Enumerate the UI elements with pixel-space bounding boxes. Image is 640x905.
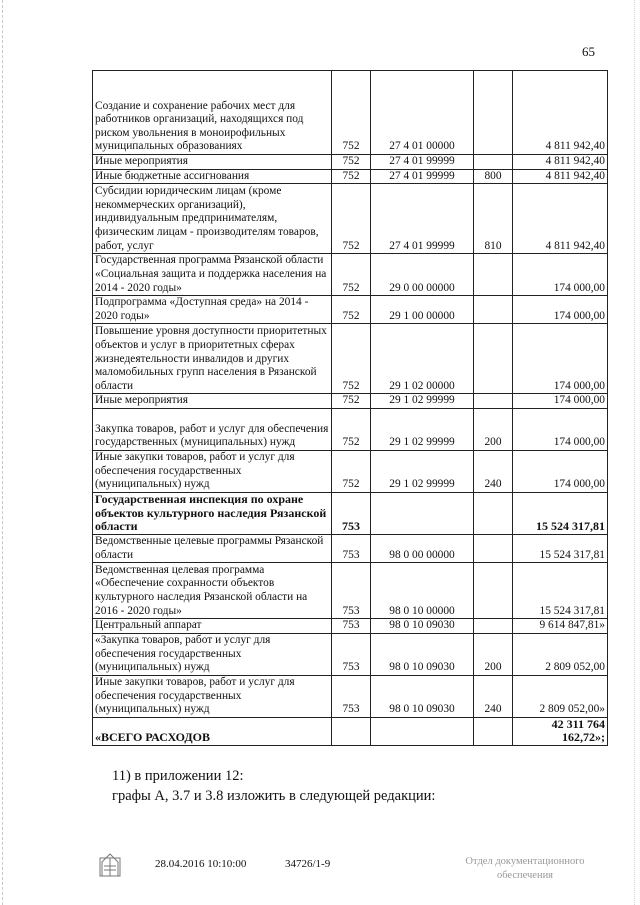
row-sum: 2 809 052,00» — [513, 675, 608, 717]
row-name: Центральный аппарат — [93, 619, 332, 634]
row-vr: 240 — [474, 675, 513, 717]
table-row — [93, 450, 608, 492]
budget-table-body — [93, 71, 608, 746]
row-vedom: 752 — [332, 71, 371, 155]
row-vedom: 752 — [332, 324, 371, 394]
row-csr: 98 0 10 09030 — [371, 675, 474, 717]
row-csr: 29 1 02 99999 — [371, 394, 474, 409]
row-sum: 174 000,00 — [513, 408, 608, 450]
amendment-line-1: 11) в приложении 12: — [112, 768, 244, 784]
row-name: Подпрограмма «Доступная среда» на 2014 - 2020 годы» — [93, 296, 332, 324]
row-name: Ведомственные целевые программы Рязанской области — [93, 534, 332, 562]
row-vedom: 753 — [332, 563, 371, 619]
table-row — [93, 394, 608, 409]
row-vr: 200 — [474, 408, 513, 450]
row-csr: 29 1 02 99999 — [371, 450, 474, 492]
row-vedom: 752 — [332, 155, 371, 170]
row-vedom: 753 — [332, 534, 371, 562]
row-name: Иные мероприятия — [93, 155, 332, 170]
row-vr — [474, 619, 513, 634]
row-vr — [474, 324, 513, 394]
row-sum: 174 000,00 — [513, 296, 608, 324]
table-row-total — [93, 717, 608, 745]
total-label: «ВСЕГО РАСХОДОВ — [93, 717, 332, 745]
row-sum: 4 811 942,40 — [513, 155, 608, 170]
row-vedom: 753 — [332, 675, 371, 717]
row-sum: 4 811 942,40 — [513, 169, 608, 184]
row-sum: 174 000,00 — [513, 394, 608, 409]
row-vr — [474, 155, 513, 170]
scan-edge-right — [634, 0, 636, 905]
row-csr: 29 1 02 99999 — [371, 408, 474, 450]
row-sum: 174 000,00 — [513, 254, 608, 296]
row-csr: 29 1 02 00000 — [371, 324, 474, 394]
row-vr — [474, 563, 513, 619]
table-row — [93, 71, 608, 155]
row-csr: 27 4 01 99999 — [371, 169, 474, 184]
row-name: Субсидии юридическим лицам (кроме некоммерческих организаций), индивидуальным предпринимателям, физическим лицам - производителям товаров, работ, услуг — [93, 184, 332, 254]
table-row-bold — [93, 492, 608, 534]
scan-edge-left — [2, 0, 4, 905]
row-sum: 2 809 052,00 — [513, 633, 608, 675]
table-row — [93, 619, 608, 634]
row-vedom: 753 — [332, 619, 371, 634]
coat-of-arms-icon — [96, 850, 124, 880]
row-vedom: 752 — [332, 296, 371, 324]
row-csr — [371, 492, 474, 534]
row-vedom: 752 — [332, 394, 371, 409]
row-vedom: 752 — [332, 408, 371, 450]
row-name: Создание и сохранение рабочих мест для работников организаций, находящихся под риском увольнения в моноирофильных муниципальных образованиях — [93, 71, 332, 155]
footer-dept-line-2: обеспечения — [496, 870, 554, 881]
row-csr: 98 0 10 09030 — [371, 619, 474, 634]
row-vedom: 752 — [332, 169, 371, 184]
footer-dept-line-1: Отдел документационного — [465, 856, 585, 867]
amendment-line-2: графы А, 3.7 и 3.8 изложить в следующей редакции: — [112, 788, 436, 804]
total-sum: 42 311 764 162,72»; — [513, 717, 608, 745]
row-name: Ведомственная целевая программа «Обеспечение сохранности объектов культурного наследия Рязанской области на 2016 - 2020 годы» — [93, 563, 332, 619]
row-vr: 240 — [474, 450, 513, 492]
row-csr: 29 0 00 00000 — [371, 254, 474, 296]
row-vr — [474, 534, 513, 562]
table-row — [93, 296, 608, 324]
row-name: Иные мероприятия — [93, 394, 332, 409]
row-vr — [474, 71, 513, 155]
footer-department — [450, 855, 600, 883]
row-name: «Закупка товаров, работ и услуг для обеспечения государственных (муниципальных) нужд — [93, 633, 332, 675]
row-vr: 800 — [474, 169, 513, 184]
total-csr — [371, 717, 474, 745]
row-vr — [474, 492, 513, 534]
row-vedom: 752 — [332, 254, 371, 296]
total-vr — [474, 717, 513, 745]
row-csr: 98 0 00 00000 — [371, 534, 474, 562]
table-row — [93, 169, 608, 184]
row-vedom: 753 — [332, 492, 371, 534]
row-sum: 174 000,00 — [513, 324, 608, 394]
row-csr: 98 0 10 00000 — [371, 563, 474, 619]
row-csr: 27 4 01 00000 — [371, 71, 474, 155]
row-vedom: 752 — [332, 184, 371, 254]
table-row — [93, 254, 608, 296]
row-vr: 810 — [474, 184, 513, 254]
row-name: Повышение уровня доступности приоритетных объектов и услуг в приоритетных сферах жизнедеятельности инвалидов и других маломобильных групп населения в Рязанской области — [93, 324, 332, 394]
row-sum: 9 614 847,81» — [513, 619, 608, 634]
row-sum: 15 524 317,81 — [513, 563, 608, 619]
row-sum: 4 811 942,40 — [513, 184, 608, 254]
row-sum: 4 811 942,40 — [513, 71, 608, 155]
row-vedom: 753 — [332, 633, 371, 675]
footer-datetime: 28.04.2016 10:10:00 — [155, 858, 247, 870]
table-row — [93, 633, 608, 675]
table-row — [93, 324, 608, 394]
row-name: Иные бюджетные ассигнования — [93, 169, 332, 184]
row-vr — [474, 296, 513, 324]
row-name: Закупка товаров, работ и услуг для обеспечения государственных (муниципальных) нужд — [93, 408, 332, 450]
table-row — [93, 563, 608, 619]
row-vr — [474, 394, 513, 409]
row-csr: 29 1 00 00000 — [371, 296, 474, 324]
table-row — [93, 675, 608, 717]
table-row — [93, 155, 608, 170]
row-sum: 15 524 317,81 — [513, 534, 608, 562]
row-csr: 98 0 10 09030 — [371, 633, 474, 675]
table-row — [93, 534, 608, 562]
total-vedom — [332, 717, 371, 745]
row-name: Государственная инспекция по охране объектов культурного наследия Рязанской области — [93, 492, 332, 534]
row-name: Государственная программа Рязанской области «Социальная защита и поддержка населения на 2014 - 2020 годы» — [93, 254, 332, 296]
row-csr: 27 4 01 99999 — [371, 155, 474, 170]
table-row — [93, 184, 608, 254]
row-vr — [474, 254, 513, 296]
row-csr: 27 4 01 99999 — [371, 184, 474, 254]
row-sum: 174 000,00 — [513, 450, 608, 492]
footer-doc-id: 34726/1-9 — [285, 858, 331, 870]
budget-table — [92, 70, 608, 746]
page-number: 65 — [582, 44, 595, 59]
row-name: Иные закупки товаров, работ и услуг для обеспечения государственных (муниципальных) нужд — [93, 450, 332, 492]
row-vr: 200 — [474, 633, 513, 675]
row-name: Иные закупки товаров, работ и услуг для обеспечения государственных (муниципальных) нужд — [93, 675, 332, 717]
row-vedom: 752 — [332, 450, 371, 492]
table-row — [93, 408, 608, 450]
row-sum: 15 524 317,81 — [513, 492, 608, 534]
